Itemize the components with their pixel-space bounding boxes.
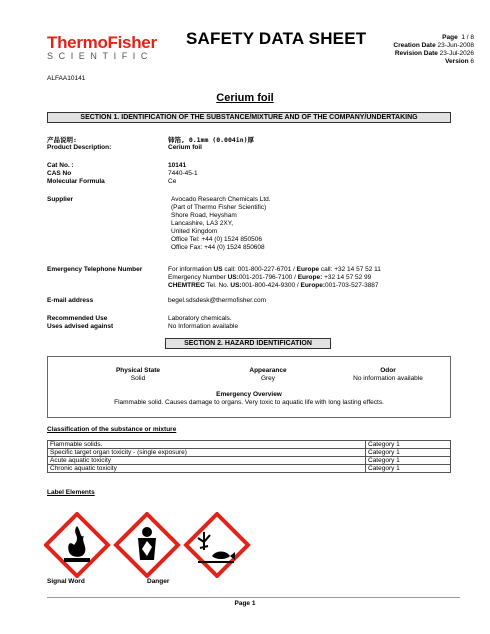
brand-logo-subtitle: SCIENTIFIC bbox=[47, 51, 154, 61]
uses-advised-against-value: No Information available bbox=[168, 323, 239, 330]
table-row bbox=[48, 465, 451, 473]
table-row bbox=[48, 457, 451, 465]
emergency-phone-values bbox=[168, 266, 381, 290]
supplier-line: Office Tel: +44 (0) 1524 850506 bbox=[171, 236, 263, 243]
product-title: Cerium foil bbox=[216, 92, 274, 104]
classification-name: Chronic aquatic toxicity bbox=[48, 465, 366, 473]
supplier-line: Office Fax: +44 (0) 1524 850608 bbox=[171, 244, 265, 251]
version-label: Version bbox=[445, 58, 469, 65]
supplier-line: Shore Road, Heysham bbox=[171, 212, 237, 219]
emergency-phone-label: Emergency Telephone Number bbox=[47, 266, 143, 273]
footer-page-number: Page 1 bbox=[234, 600, 256, 607]
molecular-formula-label: Molecular Formula bbox=[47, 178, 105, 185]
ghs-pictograms bbox=[44, 512, 254, 578]
table-row bbox=[48, 441, 451, 449]
emergency-overview-text: Flammable solid. Causes damage to organs. Very toxic to aquatic life with long lasting effects. bbox=[114, 399, 384, 406]
appearance-label: Appearance bbox=[249, 367, 287, 374]
emergency-line-3: CHEMTREC Tel. No. US:001-800-424-9300 / Europe:001-703-527-3887 bbox=[168, 282, 379, 289]
product-description-value: Cerium foil bbox=[168, 144, 202, 151]
cat-no-value: 10141 bbox=[168, 162, 187, 169]
health-hazard-icon bbox=[116, 514, 178, 576]
document-title: SAFETY DATA SHEET bbox=[186, 29, 367, 48]
supplier-address bbox=[171, 196, 271, 252]
flame-icon bbox=[46, 514, 108, 576]
recommended-use-label: Recommended Use bbox=[47, 315, 108, 322]
emergency-line-1: For information US call: 001-800-227-6701 / Europe call: +32 14 57 52 11 bbox=[168, 266, 381, 273]
classification-category: Category 1 bbox=[366, 449, 451, 457]
physical-state-label: Physical State bbox=[115, 367, 161, 374]
email-label: E-mail address bbox=[47, 297, 94, 304]
cas-no-value: 7440-45-1 bbox=[168, 170, 198, 177]
revision-date-label: Revision Date bbox=[394, 50, 438, 57]
appearance-value: Grey bbox=[260, 375, 276, 382]
supplier-label: Supplier bbox=[47, 196, 74, 203]
reference-id: ALFAA10141 bbox=[47, 75, 86, 82]
footer-divider bbox=[47, 597, 460, 598]
label-elements-title: Label Elements bbox=[47, 489, 95, 496]
brand-logo-wordmark: ThermoFisher bbox=[47, 33, 157, 52]
recommended-use-value: Laboratory chemicals. bbox=[168, 315, 232, 322]
product-description-label: Product Description: bbox=[47, 144, 112, 151]
creation-date-value: 23-Jun-2008 bbox=[437, 42, 474, 49]
uses-advised-against-label: Uses advised against bbox=[47, 323, 114, 330]
hazard-overview-box bbox=[47, 356, 451, 418]
page-label: Page bbox=[442, 34, 458, 41]
cn-description-label: 产品说明: bbox=[47, 136, 77, 144]
table-row bbox=[48, 449, 451, 457]
classification-name: Flammable solids. bbox=[48, 441, 366, 449]
classification-name: Specific target organ toxicity - (single exposure) bbox=[48, 449, 366, 457]
email-value: begel.sdsdesk@thermofisher.com bbox=[168, 297, 267, 304]
odor-label: Odor bbox=[380, 367, 396, 374]
creation-date-label: Creation Date bbox=[393, 42, 436, 49]
emergency-line-2: Emergency Number US:001-201-796-7100 / Europe: +32 14 57 52 99 bbox=[168, 274, 372, 281]
classification-category: Category 1 bbox=[366, 441, 451, 449]
cas-no-label: CAS No bbox=[47, 170, 72, 177]
odor-value: No information available bbox=[353, 375, 423, 382]
supplier-line: (Part of Thermo Fisher Scientific) bbox=[171, 204, 267, 211]
supplier-line: United Kingdom bbox=[171, 228, 218, 235]
version-value: 6 bbox=[470, 58, 474, 65]
section-2-header: SECTION 2. HAZARD IDENTIFICATION bbox=[165, 338, 331, 349]
section-1-header: SECTION 1. IDENTIFICATION OF THE SUBSTANCE/MIXTURE AND OF THE COMPANY/UNDERTAKING bbox=[47, 112, 451, 123]
environment-icon bbox=[186, 514, 248, 576]
supplier-line: Lancashire, LA3 2XY, bbox=[171, 220, 234, 227]
cn-description-value: 铈箔, 0.1mm (0.004in)厚 bbox=[168, 136, 255, 144]
page-value: 1 / 8 bbox=[461, 34, 474, 41]
revision-date-value: 23-Jul-2026 bbox=[439, 50, 474, 57]
document-meta bbox=[393, 34, 474, 66]
classification-category: Category 1 bbox=[366, 457, 451, 465]
classification-table bbox=[47, 440, 451, 473]
cat-no-label: Cat No. : bbox=[47, 162, 74, 169]
physical-state-value: Solid bbox=[130, 375, 146, 382]
classification-category: Category 1 bbox=[366, 465, 451, 473]
emergency-overview-label: Emergency Overview bbox=[216, 391, 282, 398]
signal-word-value: Danger bbox=[147, 578, 170, 585]
molecular-formula-value: Ce bbox=[168, 178, 177, 185]
classification-title: Classification of the substance or mixture bbox=[47, 426, 177, 433]
supplier-line: Avocado Research Chemicals Ltd. bbox=[171, 196, 271, 203]
classification-name: Acute aquatic toxicity bbox=[48, 457, 366, 465]
signal-word-label: Signal Word bbox=[47, 578, 85, 585]
